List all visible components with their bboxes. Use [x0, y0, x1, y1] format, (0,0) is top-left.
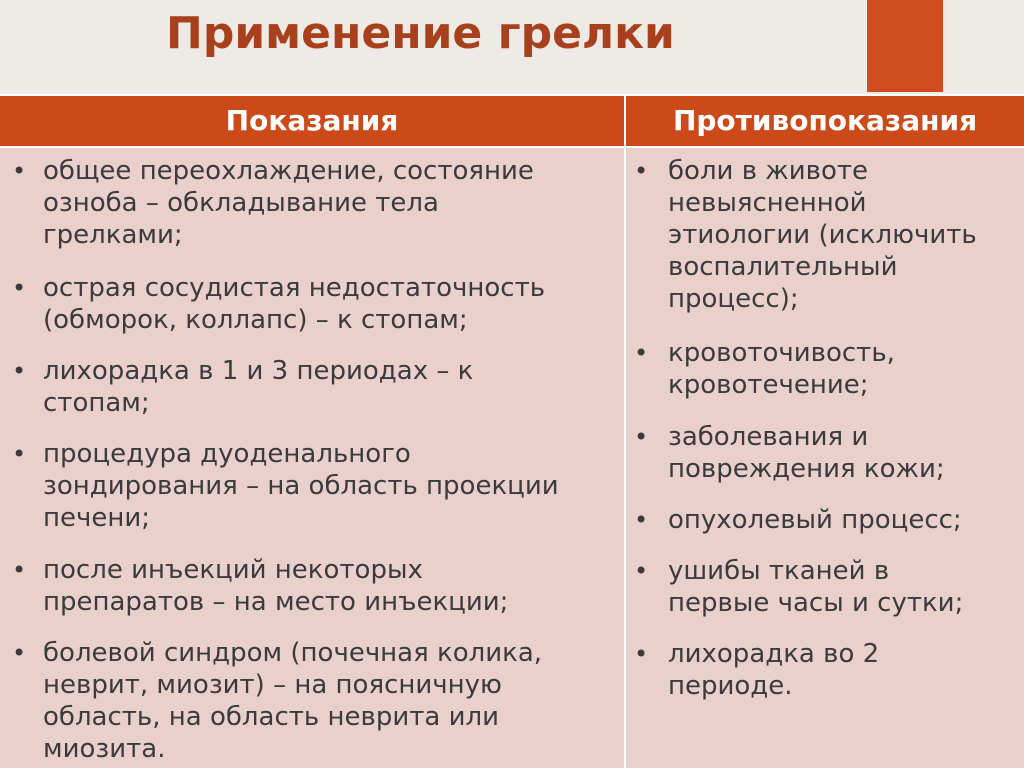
contraindication-text: ушибы тканей в первые часы и сутки; [668, 556, 964, 618]
contraindication-text: кровоточивость, кровотечение; [668, 338, 895, 400]
bullet-marker: • [12, 357, 27, 385]
list-item [0, 637, 612, 765]
bullet-marker: • [634, 157, 649, 185]
list-item [626, 638, 1018, 702]
contraindication-text: боли в животе невыясненной этиологии (исключить воспалительный процесс); [668, 156, 977, 314]
accent-block [867, 0, 943, 92]
list-item [0, 155, 612, 251]
indication-text: болевой синдром (почечная колика, неврит, миозит) – на поясничную область, на область неврита или миозита. [43, 638, 543, 764]
bullet-marker: • [634, 506, 649, 534]
indication-text: общее переохлаждение, состояние озноба – обкладывание тела грелками; [43, 156, 534, 250]
list-item [626, 555, 1018, 619]
list-item [626, 421, 1018, 485]
indication-text: после инъекций некоторых препаратов – на место инъекции; [43, 555, 509, 617]
indication-text: процедура дуоденального зондирования – на область проекции печени; [43, 439, 559, 533]
indication-text: лихорадка в 1 и 3 периодах – к стопам; [43, 356, 474, 418]
list-item [0, 438, 612, 534]
contraindication-text: лихорадка во 2 периоде. [668, 639, 880, 701]
contraindication-text: опухолевый процесс; [668, 505, 962, 535]
slide-title: Применение грелки [166, 8, 675, 59]
bullet-marker: • [12, 556, 27, 584]
list-item [626, 155, 1018, 315]
bullet-marker: • [634, 640, 649, 668]
bullet-marker: • [12, 639, 27, 667]
header-indications: Показания [225, 104, 399, 137]
list-item [0, 554, 612, 618]
header-contraindications: Противопоказания [672, 104, 978, 137]
list-item [626, 504, 1018, 536]
bullet-marker: • [12, 157, 27, 185]
contraindication-text: заболевания и повреждения кожи; [668, 422, 945, 484]
indication-text: острая сосудистая недостаточность (обморок, коллапс) – к стопам; [43, 273, 546, 335]
list-item [626, 337, 1018, 401]
bullet-marker: • [634, 557, 649, 585]
bullet-marker: • [634, 339, 649, 367]
list-item [0, 355, 612, 419]
table-body [0, 148, 1024, 768]
bullet-marker: • [12, 274, 27, 302]
comparison-table [0, 94, 1024, 768]
bullet-marker: • [12, 440, 27, 468]
table-header-row [0, 94, 1024, 148]
list-item [0, 272, 612, 336]
bullet-marker: • [634, 423, 649, 451]
